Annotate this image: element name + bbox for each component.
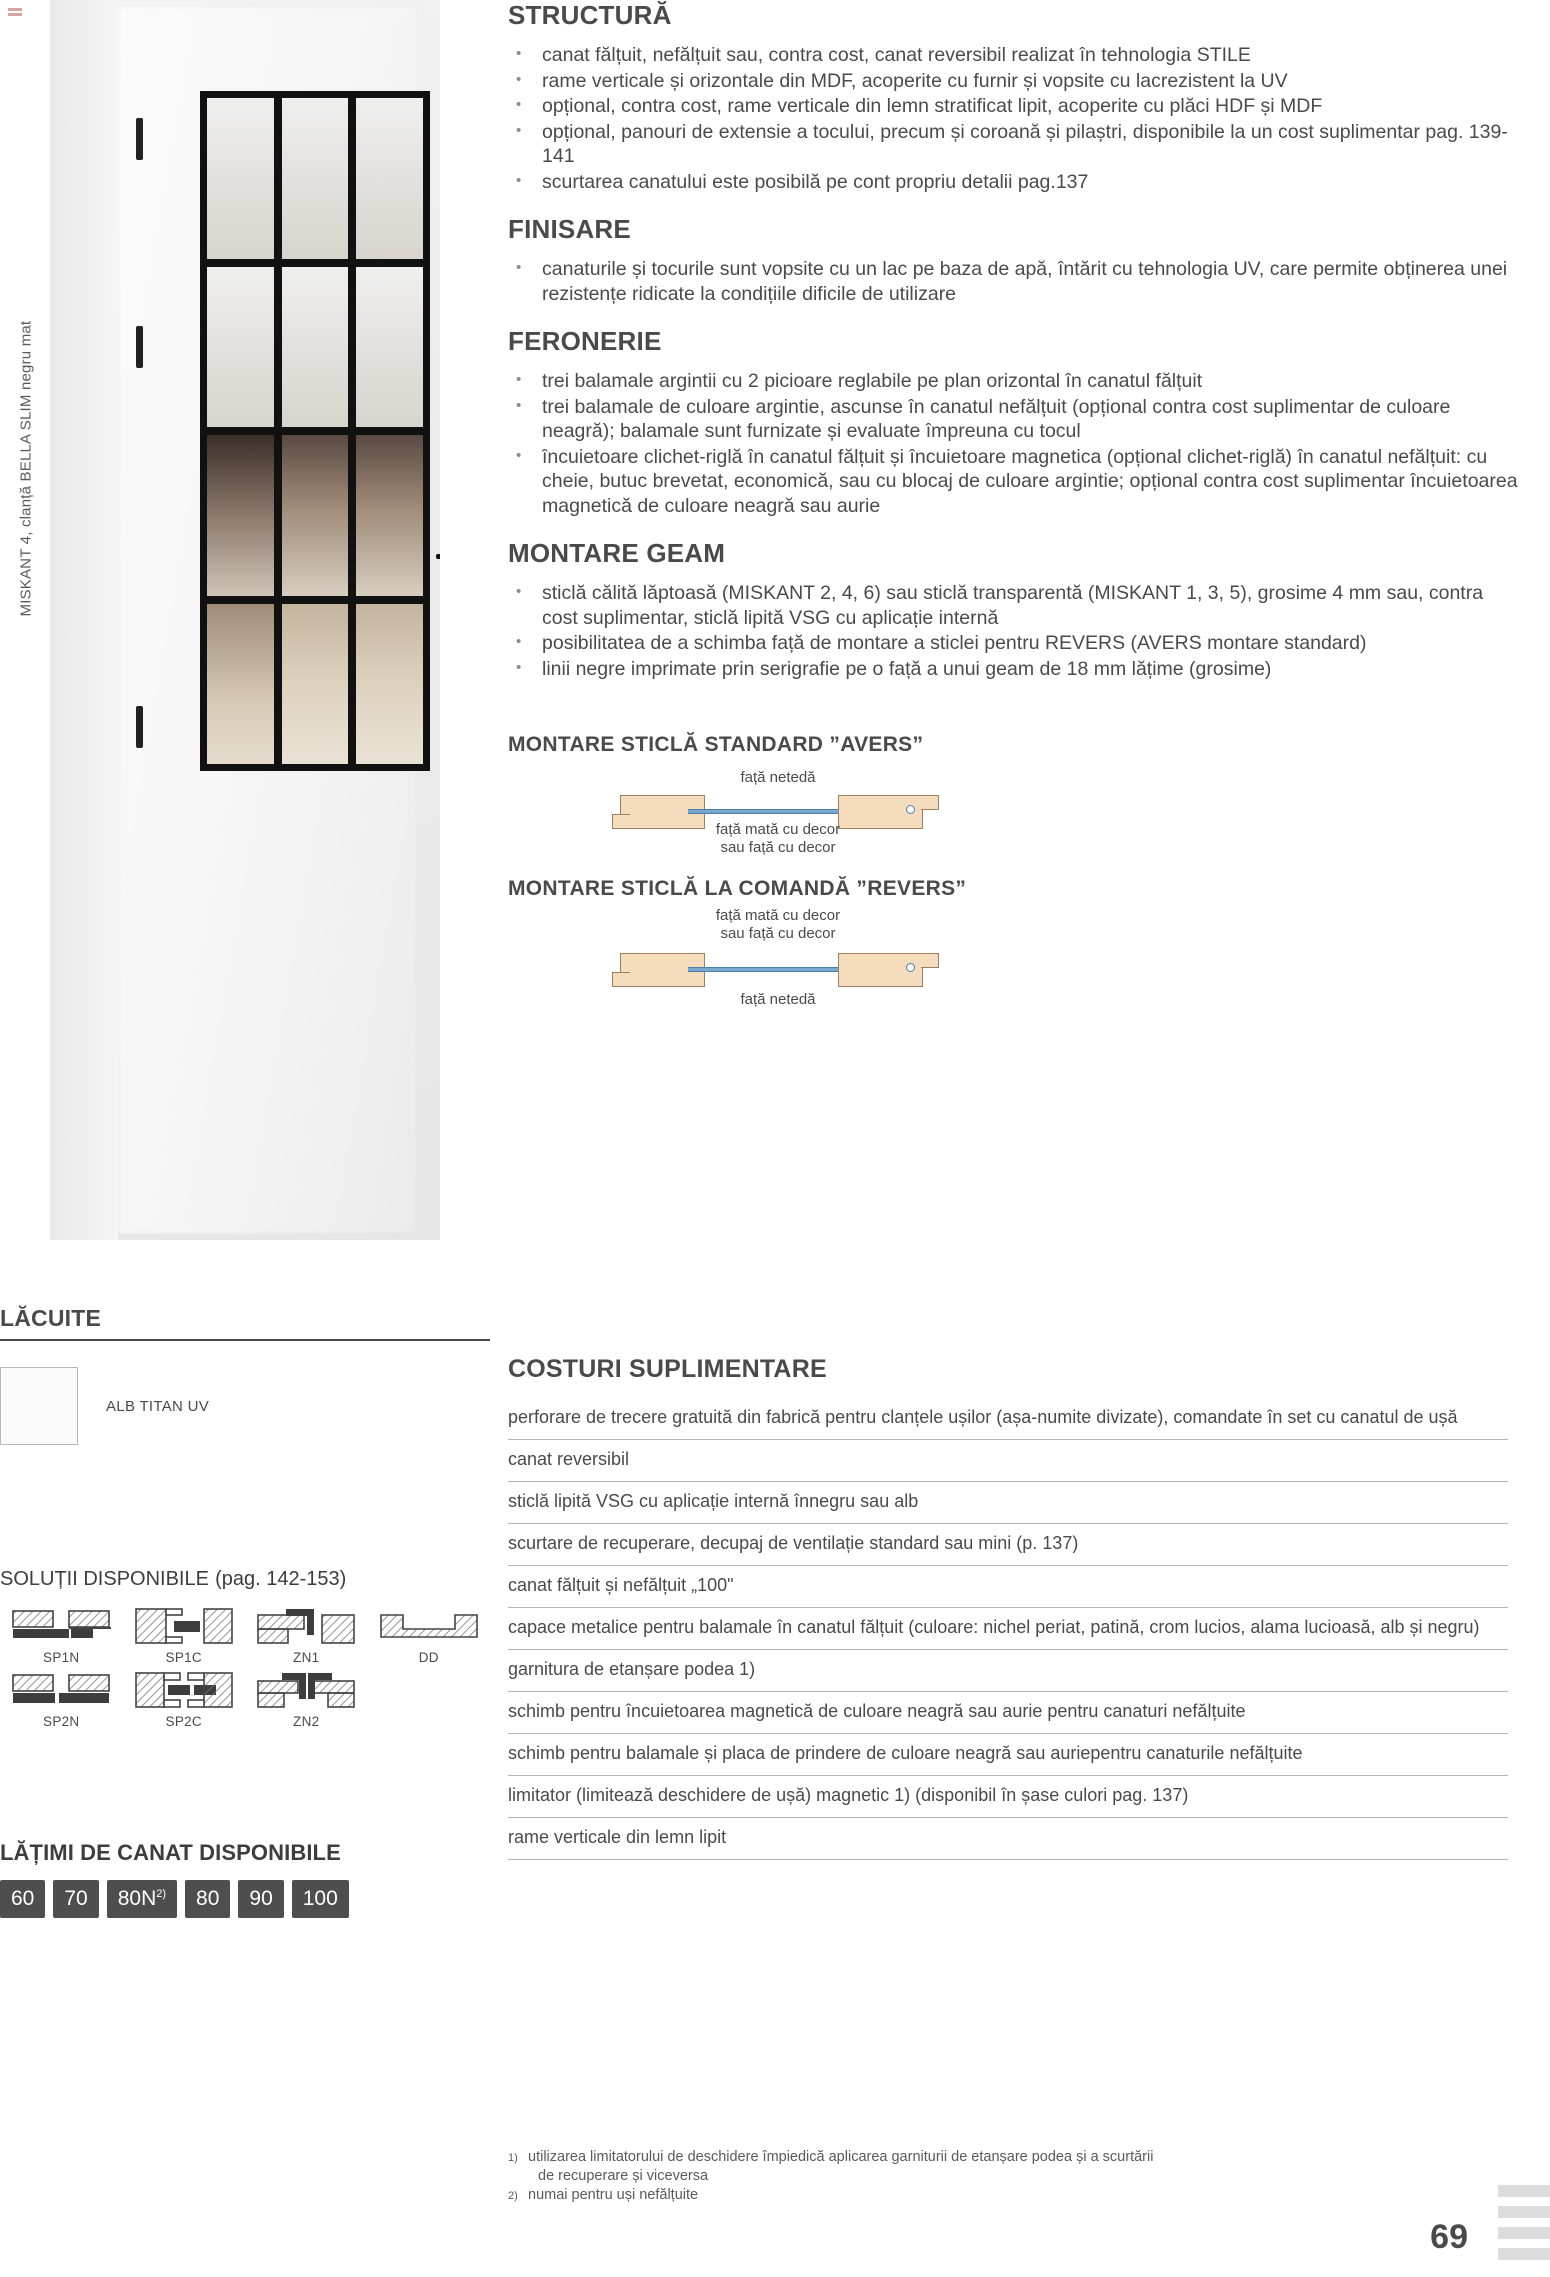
page-marker-icon <box>8 8 22 18</box>
section-title-finisare: FINISARE <box>508 214 631 244</box>
solution-code: SP2C <box>165 1714 202 1729</box>
zn2-icon <box>245 1671 368 1713</box>
latimi-badges <box>0 1880 490 1918</box>
mounting-avers-block <box>508 733 1518 859</box>
dd-icon <box>368 1607 491 1649</box>
specifications-column <box>508 0 1518 1035</box>
width-badge[interactable]: 100 <box>292 1880 349 1918</box>
table-row: perforare de trecere gratuită din fabrică pentru clanțele ușilor (așa-numite divizate), comandate în set cu canatul de ușă <box>508 1398 1508 1440</box>
door-photo <box>50 0 440 1240</box>
section-title-structura: STRUCTURĂ <box>508 0 672 30</box>
solution-empty <box>368 1671 491 1729</box>
footnote-1-cont: de recuperare și viceversa <box>538 2168 709 2184</box>
latimi-title: LĂȚIMI DE CANAT DISPONIBILE <box>0 1840 341 1865</box>
lacuite-title: LĂCUITE <box>0 1305 102 1331</box>
empty-icon <box>368 1671 491 1713</box>
solution-sp1c[interactable] <box>123 1607 246 1665</box>
solutii-disponibile-block <box>0 1565 490 1729</box>
door-leaf <box>118 6 418 1234</box>
list-item: • trei balamale de culoare argintie, ascunse în canatul nefălțuit (opțional contra cost suplimentar de culoare neagră); balamale sunt furnizate și evaluate împreuna cu tocul <box>508 395 1518 444</box>
list-item: • canat fălțuit, nefălțuit sau, contra cost, canat reversibil realizat în tehnologia STILE <box>508 43 1518 68</box>
table-row: limitator (limitează deschidere de ușă) magnetic 1) (disponibil în șase culori pag. 137) <box>508 1776 1508 1818</box>
solution-code: SP2N <box>43 1714 80 1729</box>
solution-zn2[interactable] <box>245 1671 368 1729</box>
list-item: • rame verticale și orizontale din MDF, acoperite cu furnir și vopsite cu lacrezistent la UV <box>508 69 1518 94</box>
solution-code: DD <box>418 1650 439 1665</box>
color-swatch-label: ALB TITAN UV <box>106 1397 210 1415</box>
glass-panel-grid <box>200 91 430 771</box>
width-badge[interactable]: 90 <box>238 1880 283 1918</box>
revers-bottom-label: față netedă <box>740 991 816 1008</box>
lacuite-divider <box>0 1339 490 1341</box>
width-badge[interactable]: 70 <box>53 1880 98 1918</box>
page-number: 69 <box>1430 2218 1468 2256</box>
door-handle-icon <box>436 554 440 559</box>
revers-top-label-2: sau față cu decor <box>720 925 836 942</box>
hinge-top-icon <box>136 118 143 160</box>
mounting-revers-title: MONTARE STICLĂ LA COMANDĂ ”REVERS” <box>508 877 967 900</box>
list-item: • sticlă călită lăptoasă (MISKANT 2, 4, 6) sau sticlă transparentă (MISKANT 1, 3, 5), grosime 4 mm sau, contra cost suplimentar, sticlă lipită VSG cu aplicație internă <box>508 581 1518 630</box>
list-item: • opțional, panouri de extensie a tocului, precum și coroană și pilaștri, disponibile la un cost suplimentar pag. 139-141 <box>508 120 1518 169</box>
solution-sp1n[interactable] <box>0 1607 123 1665</box>
footnote-2-text: numai pentru uși nefălțuite <box>528 2187 699 2203</box>
sp2n-icon <box>0 1671 123 1713</box>
list-item: • posibilitatea de a schimba față de montare a sticlei pentru REVERS (AVERS montare standard) <box>508 631 1518 656</box>
section-list-structura <box>508 43 1518 194</box>
list-item: • scurtarea canatului este posibilă pe cont propriu detalii pag.137 <box>508 170 1518 195</box>
table-row: scurtare de recuperare, decupaj de ventilație standard sau mini (p. 137) <box>508 1524 1508 1566</box>
list-item: • încuietoare clichet-riglă în canatul fălțuit și încuietoare magnetica (opțional clichet-riglă) în canatul nefălțuit: cu cheie, butuc brevetat, economică, sau cu blocaj de culoare argintie; opțional contra cost suplimentar încuietoarea magnetică de culoare neagră sau aurie <box>508 445 1518 519</box>
table-row: schimb pentru încuietoarea magnetică de culoare neagră sau aurie pentru canaturi nefălțuite <box>508 1692 1508 1734</box>
section-list-feronerie <box>508 369 1518 518</box>
footnotes-block <box>508 2148 1508 2205</box>
footnote-1-text: utilizarea limitatorului de deschidere împiedică aplicarea garniturii de etanșare podea și a scurtării <box>528 2149 1154 2165</box>
lacuite-block <box>0 1305 490 1445</box>
lacuite-swatch-row <box>0 1367 490 1445</box>
section-title-montare-geam: MONTARE GEAM <box>508 538 726 568</box>
avers-top-label: față netedă <box>740 769 816 786</box>
wall-background <box>50 0 118 1240</box>
table-row: sticlă lipită VSG cu aplicație internă înnegru sau alb <box>508 1482 1508 1524</box>
solution-code: ZN2 <box>293 1714 320 1729</box>
list-item: • opțional, contra cost, rame verticale din lemn stratificat lipit, acoperite cu plăci HDF și MDF <box>508 94 1518 119</box>
footnote-2 <box>508 2186 1508 2205</box>
footnote-2-marker: 2) <box>508 2190 518 2202</box>
solutii-pages: (pag. 142-153) <box>215 1568 347 1590</box>
solutii-icon-grid <box>0 1607 490 1729</box>
mounting-avers-diagram <box>508 763 1518 859</box>
footnote-1 <box>508 2148 1508 2167</box>
sp1n-icon <box>0 1607 123 1649</box>
latimi-block <box>0 1840 490 1918</box>
mounting-revers-block <box>508 877 1518 1017</box>
table-row: garnitura de etanșare podea 1) <box>508 1650 1508 1692</box>
hinge-bottom-icon <box>136 706 143 748</box>
width-badge[interactable]: 80 <box>185 1880 230 1918</box>
section-title-feronerie: FERONERIE <box>508 326 662 356</box>
width-badge[interactable]: 60 <box>0 1880 45 1918</box>
product-photo-column <box>0 0 490 1240</box>
zn1-icon <box>245 1607 368 1649</box>
solution-code: SP1C <box>165 1650 202 1665</box>
solution-code: ZN1 <box>293 1650 320 1665</box>
avers-bottom-label-2: sau față cu decor <box>720 839 836 856</box>
list-item: • trei balamale argintii cu 2 picioare reglabile pe plan orizontal în canatul fălțuit <box>508 369 1518 394</box>
hinge-middle-icon <box>136 326 143 368</box>
list-item: • canaturile și tocurile sunt vopsite cu un lac pe baza de apă, întărit cu tehnologia UV, care permite obținerea unei rezistențe ridicate la condițiile dificile de utilizare <box>508 257 1518 306</box>
mounting-avers-title: MONTARE STICLĂ STANDARD ”AVERS” <box>508 733 924 756</box>
table-row: canat reversibil <box>508 1440 1508 1482</box>
section-list-montare-geam <box>508 581 1518 681</box>
solutii-title-text: SOLUȚII DISPONIBILE <box>0 1568 209 1590</box>
sp1c-icon <box>123 1607 246 1649</box>
edge-marker-bars <box>1498 2185 1550 2269</box>
solution-dd[interactable] <box>368 1607 491 1665</box>
list-item: • linii negre imprimate prin serigrafie pe o față a unui geam de 18 mm lățime (grosime) <box>508 657 1518 682</box>
solution-sp2n[interactable] <box>0 1671 123 1729</box>
solution-code: SP1N <box>43 1650 80 1665</box>
color-swatch-alb-titan[interactable] <box>0 1367 78 1445</box>
table-row: capace metalice pentru balamale în canatul fălțuit (culoare: nichel periat, patină, crom lucios, alama lucioasă, alb și negru) <box>508 1608 1508 1650</box>
width-badge[interactable]: $80N^{2)}$ <box>107 1880 177 1918</box>
footnote-1-marker: 1) <box>508 2152 518 2164</box>
avers-bottom-label-1: față mată cu decor <box>715 821 841 838</box>
costuri-suplimentare-block <box>508 1355 1508 1860</box>
solution-zn1[interactable] <box>245 1607 368 1665</box>
table-row: canat fălțuit și nefălțuit „100" <box>508 1566 1508 1608</box>
photo-caption: MISKANT 4, clanță BELLA SLIM negru mat <box>17 320 35 617</box>
table-row: schimb pentru balamale și placa de prindere de culoare neagră sau auriepentru canaturile nefălțuite <box>508 1734 1508 1776</box>
solutii-title <box>0 1565 490 1591</box>
section-list-finisare <box>508 257 1518 306</box>
sp2c-icon <box>123 1671 246 1713</box>
revers-top-label-1: față mată cu decor <box>715 907 841 924</box>
mounting-revers-diagram <box>508 907 1518 1017</box>
costuri-title: COSTURI SUPLIMENTARE <box>508 1355 827 1383</box>
solution-sp2c[interactable] <box>123 1671 246 1729</box>
table-row: rame verticale din lemn lipit <box>508 1818 1508 1860</box>
